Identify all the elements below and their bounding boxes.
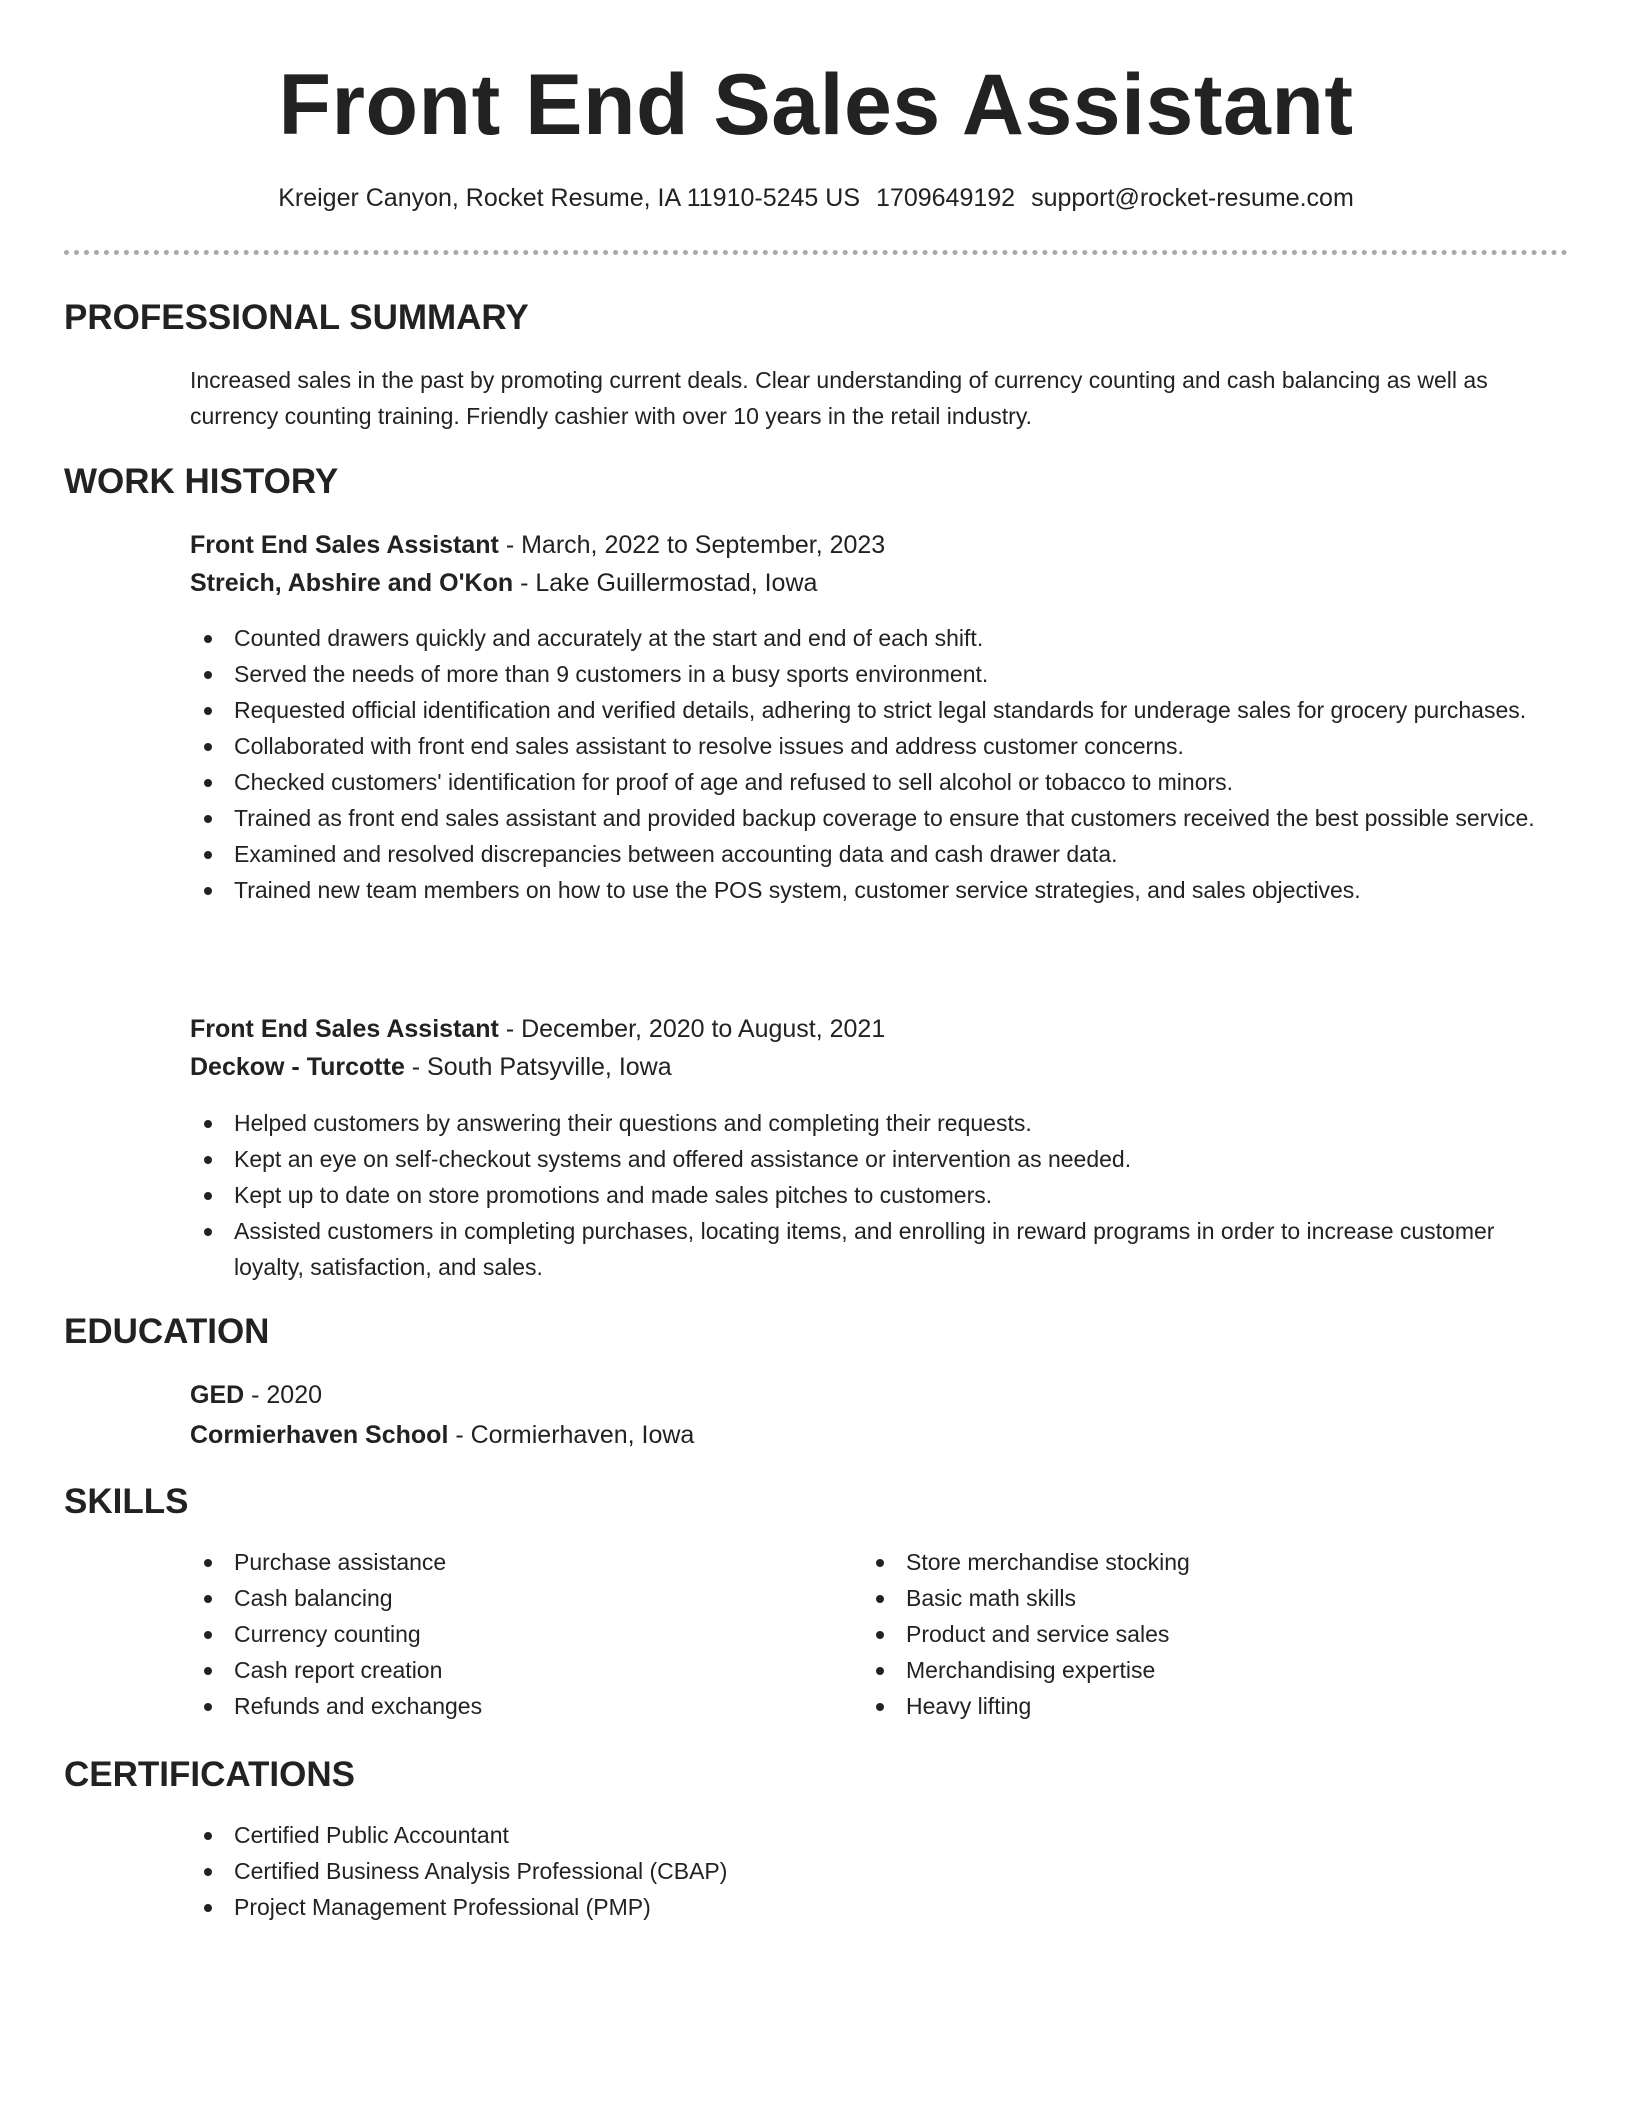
contact-phone: 1709649192 (876, 184, 1016, 212)
list-item: Trained as front end sales assistant and provided backup coverage to ensure that customers received the best possible service. (190, 800, 1570, 836)
job-location: - South Patsyville, Iowa (404, 1053, 672, 1081)
section-heading-certifications: CERTIFICATIONS (64, 1755, 356, 1794)
list-item: Served the needs of more than 9 customers in a busy sports environment. (190, 656, 1570, 692)
education-school: Cormierhaven School (190, 1421, 449, 1449)
education-degree: GED (190, 1381, 245, 1409)
list-item: Purchase assistance (190, 1544, 810, 1580)
job-title-line (190, 527, 885, 563)
list-item: Examined and resolved discrepancies between accounting data and cash drawer data. (190, 836, 1570, 872)
job-company: Streich, Abshire and O'Kon (190, 569, 514, 597)
job-location: - Lake Guillermostad, Iowa (513, 569, 818, 597)
list-item: Requested official identification and verified details, adhering to strict legal standards for underage sales for grocery purchases. (190, 692, 1570, 728)
list-item: Counted drawers quickly and accurately at the start and end of each shift. (190, 620, 1570, 656)
list-item: Merchandising expertise (862, 1652, 1562, 1688)
list-item: Assisted customers in completing purchases, locating items, and enrolling in reward programs in order to increase customer loyalty, satisfaction, and sales. (190, 1213, 1570, 1285)
education-degree-line (190, 1377, 322, 1413)
list-item: Trained new team members on how to use the POS system, customer service strategies, and sales objectives. (190, 872, 1570, 908)
job-company-line (190, 1049, 672, 1085)
list-item: Certified Business Analysis Professional (CBAP) (190, 1853, 1570, 1889)
list-item: Kept up to date on store promotions and made sales pitches to customers. (190, 1177, 1570, 1213)
section-heading-work: WORK HISTORY (64, 462, 339, 501)
list-item: Product and service sales (862, 1616, 1562, 1652)
list-item: Store merchandise stocking (862, 1544, 1562, 1580)
list-item: Basic math skills (862, 1580, 1562, 1616)
list-item: Kept an eye on self-checkout systems and offered assistance or intervention as needed. (190, 1141, 1570, 1177)
list-item: Heavy lifting (862, 1688, 1562, 1724)
header-divider (64, 250, 1568, 255)
list-item: Cash balancing (190, 1580, 810, 1616)
section-heading-education: EDUCATION (64, 1312, 270, 1351)
job-title: Front End Sales Assistant (190, 1015, 499, 1043)
list-item: Project Management Professional (PMP) (190, 1889, 1570, 1925)
section-heading-summary: PROFESSIONAL SUMMARY (64, 298, 529, 337)
skills-list-right (862, 1544, 1562, 1724)
skills-list-left (190, 1544, 810, 1724)
job-dates: - December, 2020 to August, 2021 (498, 1015, 886, 1043)
list-item: Refunds and exchanges (190, 1688, 810, 1724)
education-year: - 2020 (244, 1381, 323, 1409)
education-location: - Cormierhaven, Iowa (448, 1421, 695, 1449)
contact-email: support@rocket-resume.com (1031, 184, 1354, 212)
list-item: Currency counting (190, 1616, 810, 1652)
certifications-list (190, 1817, 1570, 1925)
list-item: Collaborated with front end sales assistant to resolve issues and address customer concerns. (190, 728, 1570, 764)
summary-text: Increased sales in the past by promoting current deals. Clear understanding of currency counting and cash balancing as well as currency counting training. Friendly cashier with over 10 years in the retail industry. (190, 367, 1488, 429)
job-company-line (190, 565, 817, 601)
job-dates: - March, 2022 to September, 2023 (498, 531, 886, 559)
education-school-line (190, 1417, 694, 1453)
job-title-line (190, 1011, 885, 1047)
list-item: Helped customers by answering their questions and completing their requests. (190, 1105, 1570, 1141)
job-duties-list (190, 620, 1570, 908)
job-company: Deckow - Turcotte (190, 1053, 405, 1081)
contact-address: Kreiger Canyon, Rocket Resume, IA 11910-5245 US (278, 184, 861, 212)
list-item: Cash report creation (190, 1652, 810, 1688)
page-title: Front End Sales Assistant (278, 57, 1354, 153)
contact-line (0, 180, 1632, 216)
job-duties-list (190, 1105, 1570, 1285)
list-item: Certified Public Accountant (190, 1817, 1570, 1853)
list-item: Checked customers' identification for proof of age and refused to sell alcohol or tobacco to minors. (190, 764, 1570, 800)
section-heading-skills: SKILLS (64, 1482, 189, 1521)
job-title: Front End Sales Assistant (190, 531, 499, 559)
